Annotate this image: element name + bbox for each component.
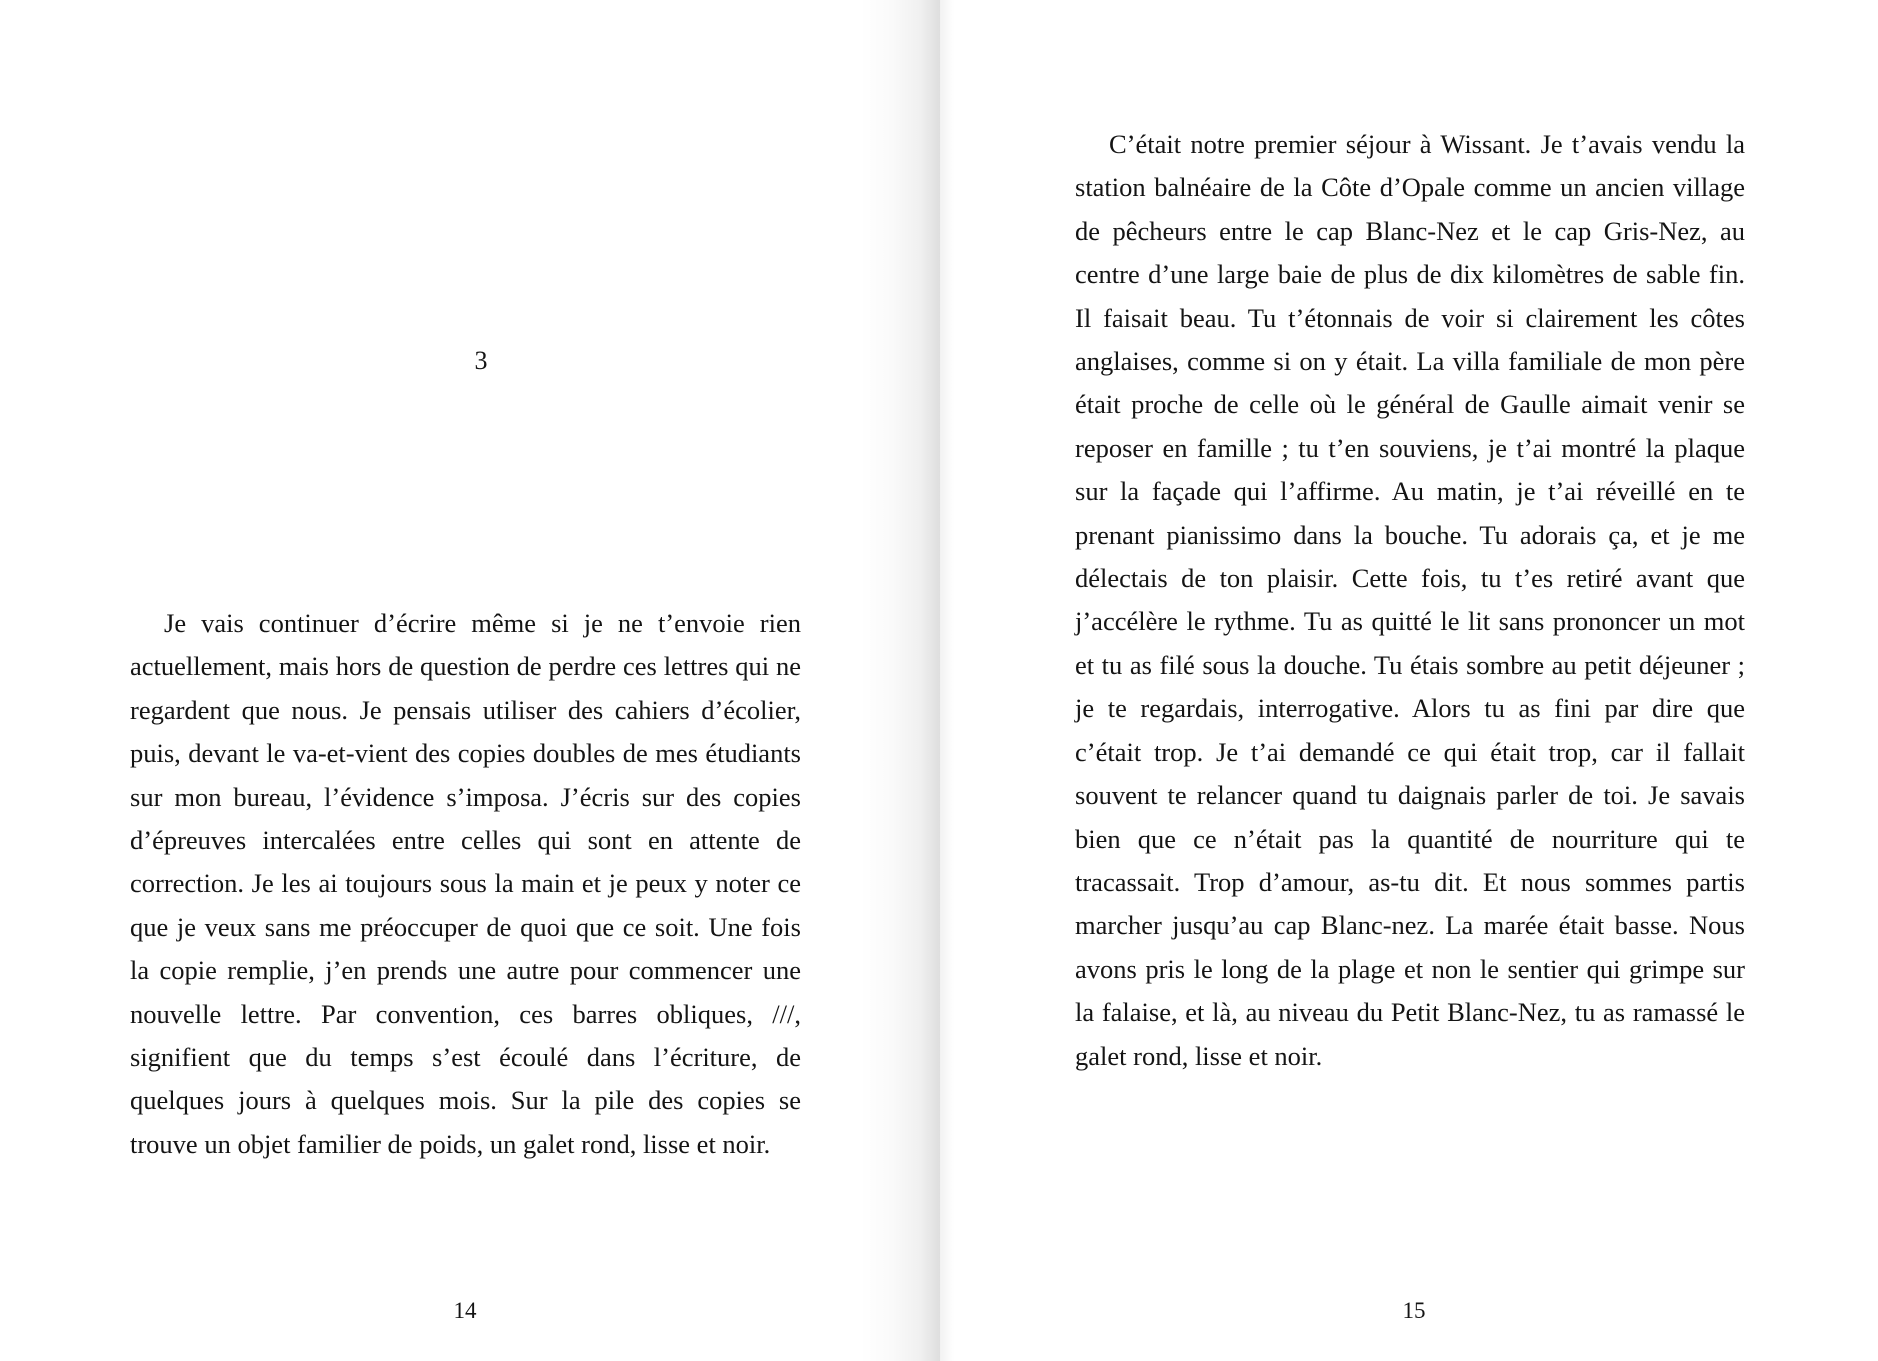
left-page-number: 14 [453, 1298, 477, 1323]
right-page [940, 0, 1878, 1361]
chapter-number: 3 [474, 346, 488, 375]
right-page-number: 15 [1402, 1298, 1426, 1323]
right-page-paragraph: C’était notre premier séjour à Wissant. Je t’avais vendu la station balnéaire de la Côte d’Opale comme un ancien village de pêcheurs entre le cap Blanc-Nez et le cap Gris-Nez, au centre d’une large baie de plus de dix kilomètres de sable fin. Il faisait beau. Tu t’étonnais de voir si clairement les côtes anglaises, comme si on y était. La villa familiale de mon père était proche de celle où le général de Gaulle aimait venir se reposer en famille ; tu t’en souviens, je t’ai montré la plaque sur la façade qui l’affirme. Au matin, je t’ai réveillé en te prenant pianissimo dans la bouche. Tu adorais ça, et je me délectais de ton plaisir. Cette fois, tu t’es retiré avant que j’accélère le rythme. Tu as quitté le lit sans prononcer un mot et tu as filé sous la douche. Tu étais sombre au petit déjeuner ; je te regardais, interrogative. Alors tu as fini par dire que c’était trop. Je t’ai demandé ce qui était trop, car il fallait souvent te relancer quand tu daignais parler de toi. Je savais bien que ce n’était pas la quantité de nourriture qui te tracassait. Trop d’amour, as-tu dit. Et nous sommes partis marcher jusqu’au cap Blanc-nez. La marée était basse. Nous avons pris le long de la plage et non le sentier qui grimpe sur la falaise, et là, au niveau du Petit Blanc-Nez, tu as ramassé le galet rond, lisse et noir. [1075, 129, 1745, 1071]
left-page-paragraph: Je vais continuer d’écrire même si je ne t’envoie rien actuellement, mais hors de question de perdre ces lettres qui ne regardent que nous. Je pensais utiliser des cahiers d’écolier, puis, devant le va-et-vient des copies doubles de mes étudiants sur mon bureau, l’évidence s’imposa. J’écris sur des copies d’épreuves intercalées entre celles qui sont en attente de correction. Je les ai toujours sous la main et je peux y noter ce que je veux sans me préoccuper de quoi que ce soit. Une fois la copie remplie, j’en prends une autre pour commencer une nouvelle lettre. Par convention, ces barres obliques, ///, signifient que du temps s’est écoulé dans l’écriture, de quelques jours à quelques mois. Sur la pile des copies se trouve un objet familier de poids, un galet rond, lisse et noir. [130, 608, 801, 1159]
